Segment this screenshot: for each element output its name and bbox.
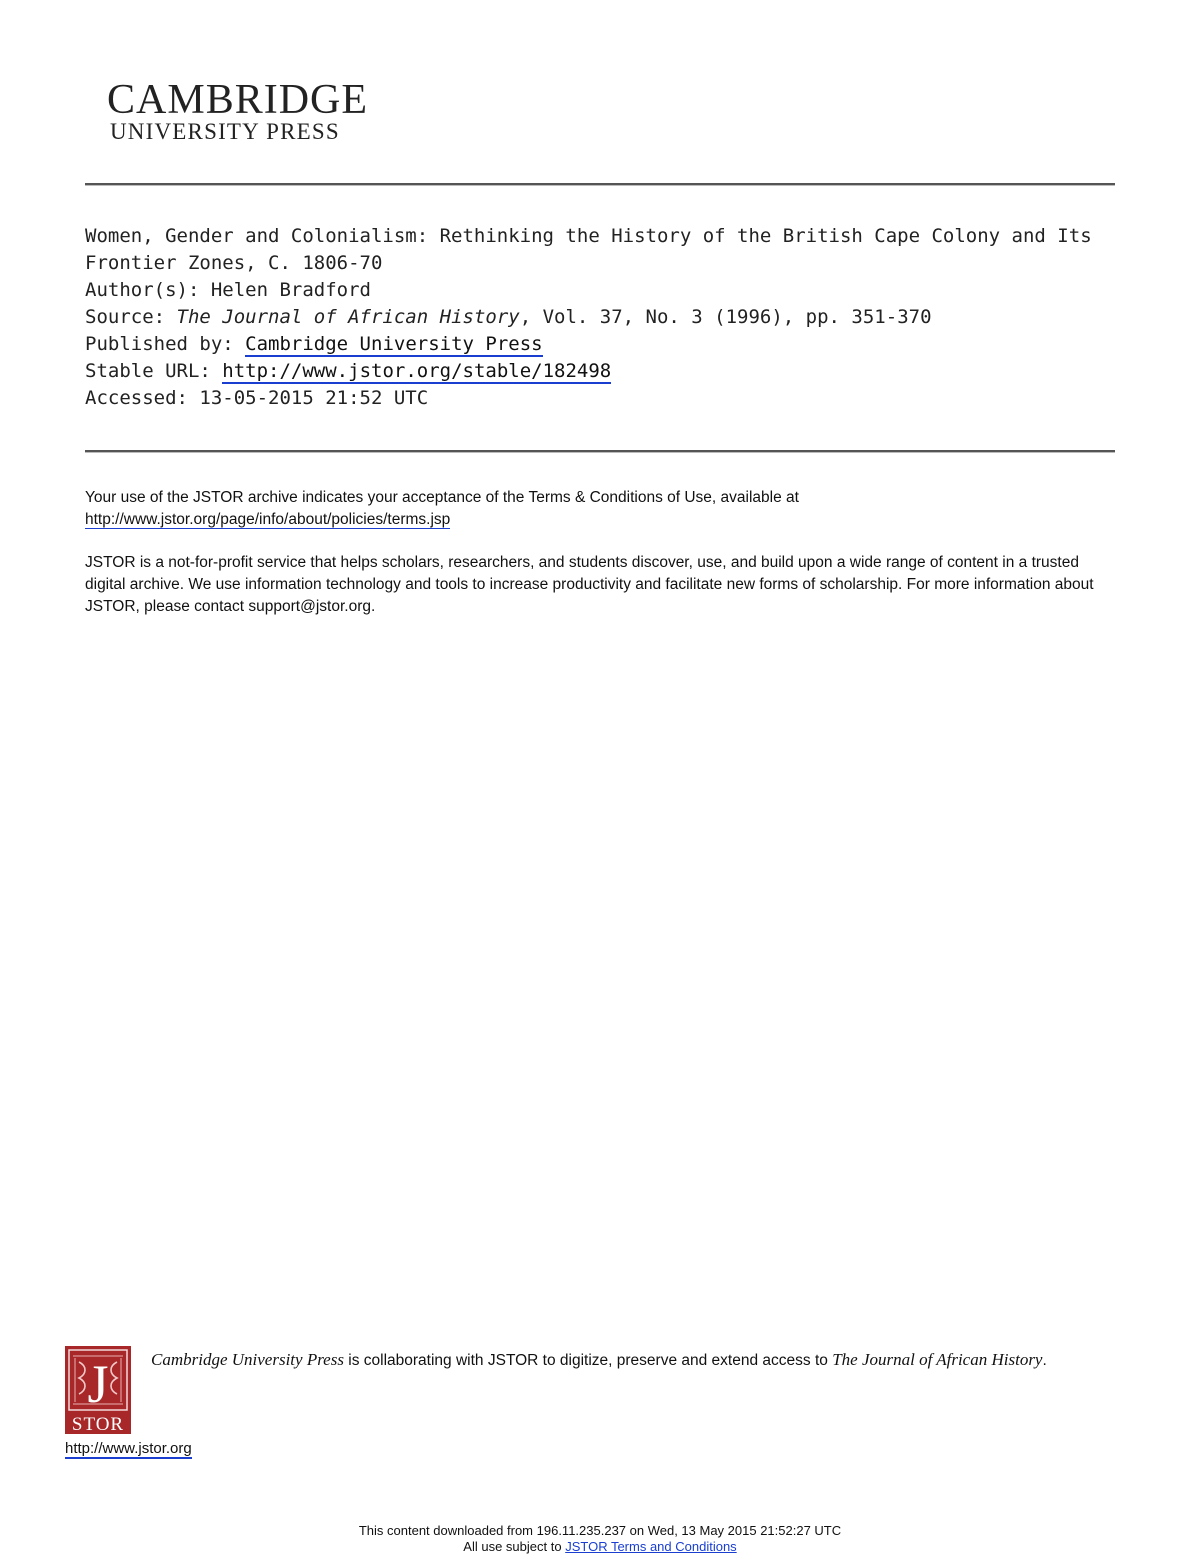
- publisher-line: [85, 331, 1115, 358]
- stable-url-link[interactable]: http://www.jstor.org/stable/182498: [222, 360, 612, 382]
- accessed-label: Accessed:: [85, 387, 188, 409]
- footer-line1: This content downloaded from 196.11.235.237 on Wed, 13 May 2015 21:52:27 UTC: [358, 1523, 842, 1538]
- author-label: Author(s):: [85, 279, 200, 301]
- jstor-home-link[interactable]: http://www.jstor.org: [65, 1440, 192, 1457]
- jstor-logo-icon[interactable]: [65, 1346, 131, 1434]
- download-footer: [0, 1523, 1200, 1555]
- bottom-divider: [85, 450, 1115, 452]
- author-name: Helen Bradford: [210, 279, 371, 301]
- publisher-link[interactable]: Cambridge University Press: [245, 333, 543, 355]
- journal-title: The Journal of African History: [176, 306, 520, 328]
- stable-url-label: Stable URL:: [85, 360, 211, 382]
- collab-journal: The Journal of African History: [832, 1350, 1043, 1369]
- jstor-about: JSTOR is a not-for-profit service that helps scholars, researchers, and students discover, use, and build upon a wide range of content in a trusted digital archive. We use information technology and tools to increase productivity and facilitate new forms of scholarship. For more information about JSTOR, please contact support@jstor.org.: [85, 554, 1094, 615]
- source-label: Source:: [85, 306, 166, 328]
- terms-link[interactable]: http://www.jstor.org/page/info/about/policies/terms.jsp: [85, 511, 451, 528]
- footer-terms-link[interactable]: JSTOR Terms and Conditions: [565, 1539, 737, 1554]
- citation-block: [85, 223, 1115, 412]
- footer-line2: [0, 1539, 1200, 1555]
- collab-period: .: [1042, 1352, 1047, 1369]
- jstor-url: [65, 1440, 192, 1457]
- source-line: [85, 304, 1115, 331]
- cambridge-logo: [107, 77, 369, 144]
- accessed-line: [85, 385, 1115, 412]
- collaboration-text: [151, 1348, 1111, 1372]
- logo-line1: CAMBRIDGE: [107, 77, 369, 123]
- svg-text:J: J: [87, 1354, 109, 1414]
- footer-prefix: All use subject to: [463, 1539, 562, 1554]
- article-title: Women, Gender and Colonialism: Rethinking the History of the British Cape Colony and Its Frontier Zones, C. 1806-70: [85, 225, 1092, 274]
- terms-notice: [85, 487, 1115, 531]
- collab-sentence: is collaborating with JSTOR to digitize, preserve and extend access to: [348, 1352, 828, 1369]
- top-divider: [85, 183, 1115, 185]
- source-details: , Vol. 37, No. 3 (1996), pp. 351-370: [519, 306, 932, 328]
- terms-text: Your use of the JSTOR archive indicates your acceptance of the Terms & Conditions of Use, available at: [85, 489, 799, 506]
- author-line: [85, 277, 1115, 304]
- stable-url-line: [85, 358, 1115, 385]
- accessed-date: 13-05-2015 21:52 UTC: [199, 387, 429, 409]
- svg-text:STOR: STOR: [71, 1414, 125, 1434]
- logo-line2: UNIVERSITY PRESS: [110, 119, 340, 144]
- published-label: Published by:: [85, 333, 234, 355]
- collab-publisher: Cambridge University Press: [151, 1350, 344, 1369]
